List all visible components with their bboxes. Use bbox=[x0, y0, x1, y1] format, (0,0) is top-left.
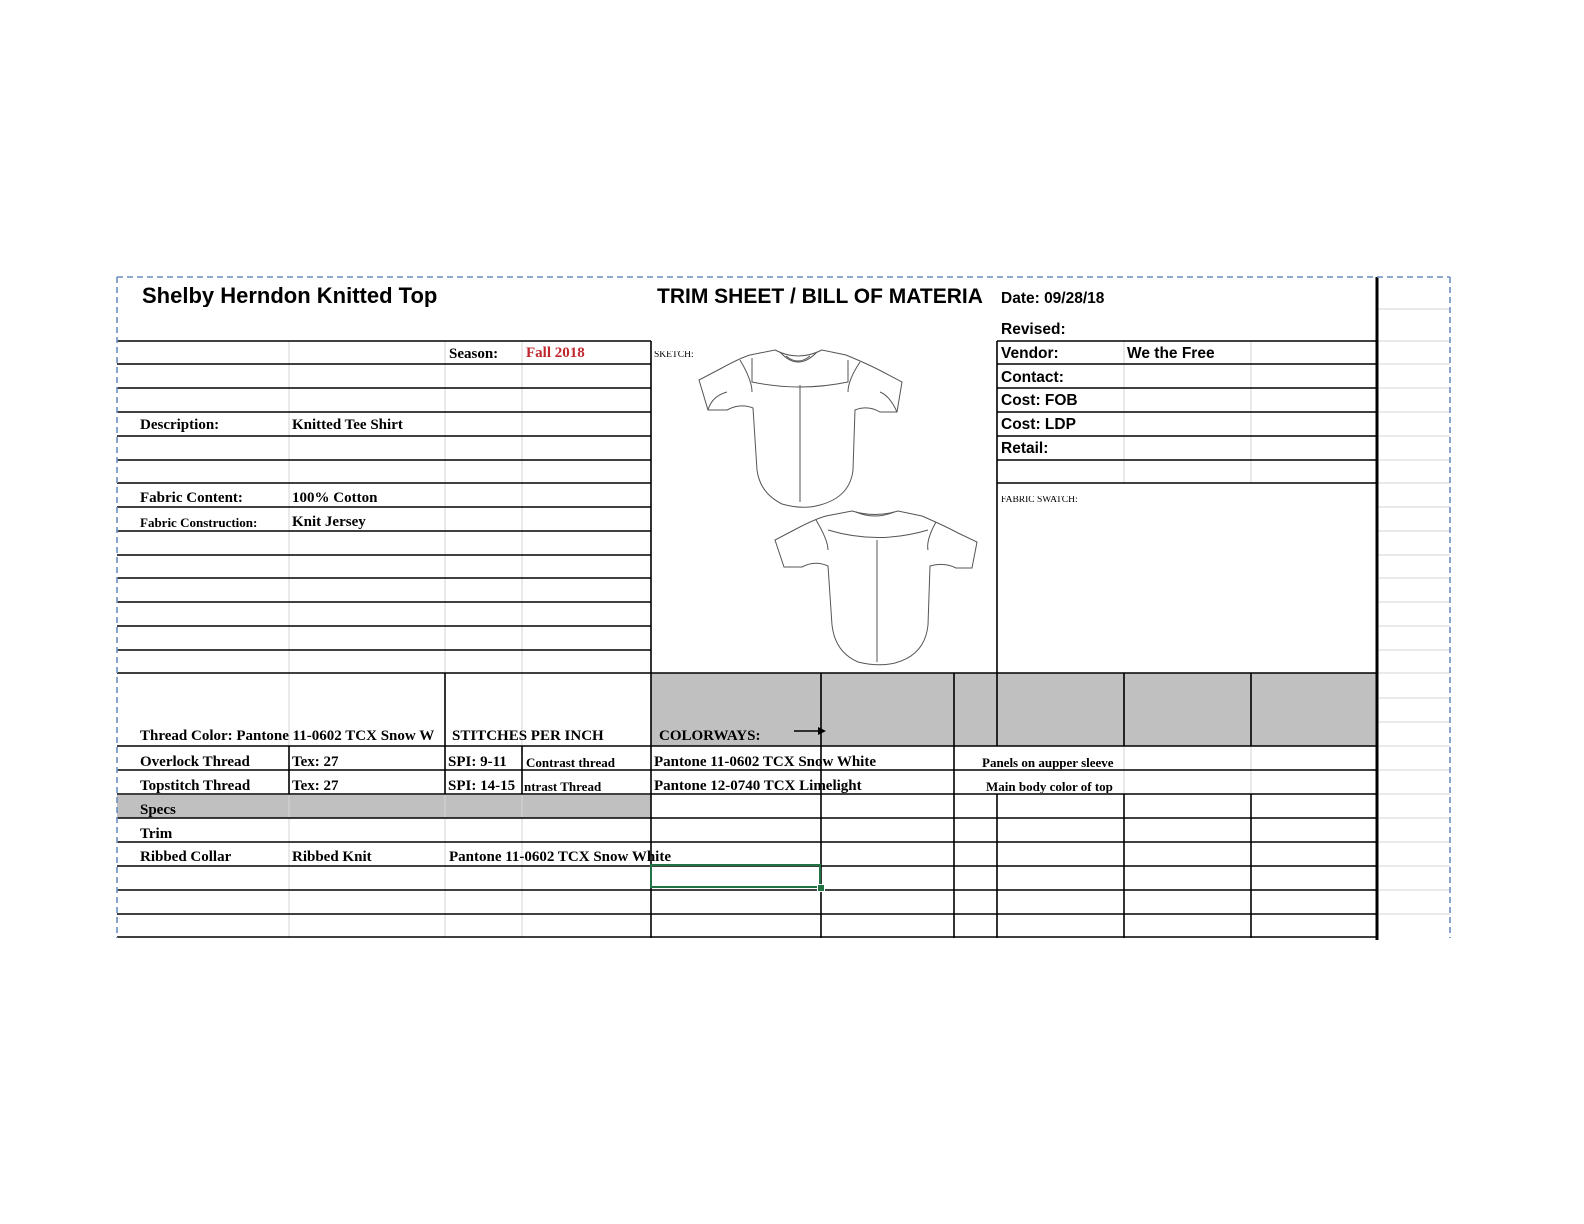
thread-spi[interactable]: SPI: 14-15 bbox=[448, 779, 516, 794]
trim-item-material[interactable]: Ribbed Knit bbox=[292, 850, 372, 865]
selected-cell[interactable] bbox=[650, 864, 821, 888]
sheet-title: TRIM SHEET / BILL OF MATERIA bbox=[657, 286, 983, 307]
fabric-content-value[interactable]: 100% Cotton bbox=[292, 491, 378, 506]
thread-colorway[interactable]: Pantone 11-0602 TCX Snow White bbox=[654, 755, 876, 770]
contact-label: Contact: bbox=[1001, 370, 1064, 386]
thread-spi[interactable]: SPI: 9-11 bbox=[448, 755, 507, 770]
back-tee-sketch bbox=[775, 511, 977, 665]
thread-placement[interactable]: Main body color of top bbox=[986, 780, 1113, 793]
colorways-header: COLORWAYS: bbox=[659, 729, 761, 744]
fabric-content-label: Fabric Content: bbox=[140, 491, 243, 506]
thread-color-label: Thread Color: Pantone 11-0602 TCX Snow W bbox=[140, 729, 435, 744]
trim-label: Trim bbox=[140, 827, 173, 842]
fabric-swatch-label: FABRIC SWATCH: bbox=[1001, 496, 1078, 505]
trim-item-color[interactable]: Pantone 11-0602 TCX Snow White bbox=[449, 850, 671, 865]
front-tee-sketch bbox=[699, 350, 902, 507]
page-title: Shelby Herndon Knitted Top bbox=[142, 285, 438, 307]
description-label: Description: bbox=[140, 418, 220, 433]
vendor-label: Vendor: bbox=[1001, 346, 1059, 362]
cost-fob-label: Cost: FOB bbox=[1001, 393, 1078, 409]
fabric-construction-value[interactable]: Knit Jersey bbox=[292, 515, 366, 530]
fill-handle[interactable] bbox=[817, 884, 825, 892]
vendor-value[interactable]: We the Free bbox=[1127, 346, 1215, 362]
season-label: Season: bbox=[449, 347, 499, 362]
description-value[interactable]: Knitted Tee Shirt bbox=[292, 418, 403, 433]
specs-label: Specs bbox=[140, 803, 176, 818]
sketch-label: SKETCH: bbox=[654, 351, 694, 360]
thread-name[interactable]: Topstitch Thread bbox=[140, 779, 251, 794]
thread-note[interactable]: ntrast Thread bbox=[524, 780, 602, 793]
cost-ldp-label: Cost: LDP bbox=[1001, 417, 1076, 433]
thread-name[interactable]: Overlock Thread bbox=[140, 755, 250, 770]
revised-label: Revised: bbox=[1001, 322, 1066, 338]
thread-colorway[interactable]: Pantone 12-0740 TCX Limelight bbox=[654, 779, 862, 794]
thread-placement[interactable]: Panels on aupper sleeve bbox=[982, 756, 1114, 769]
thread-tex[interactable]: Tex: 27 bbox=[292, 779, 339, 794]
season-value[interactable]: Fall 2018 bbox=[526, 346, 585, 361]
thread-note[interactable]: Contrast thread bbox=[526, 756, 615, 769]
fabric-construction-label: Fabric Construction: bbox=[140, 516, 258, 529]
date-label: Date: 09/28/18 bbox=[1001, 291, 1105, 307]
trim-item-name[interactable]: Ribbed Collar bbox=[140, 850, 232, 865]
stitches-per-inch-header: STITCHES PER INCH bbox=[452, 729, 604, 744]
retail-label: Retail: bbox=[1001, 441, 1049, 457]
thread-tex[interactable]: Tex: 27 bbox=[292, 755, 339, 770]
